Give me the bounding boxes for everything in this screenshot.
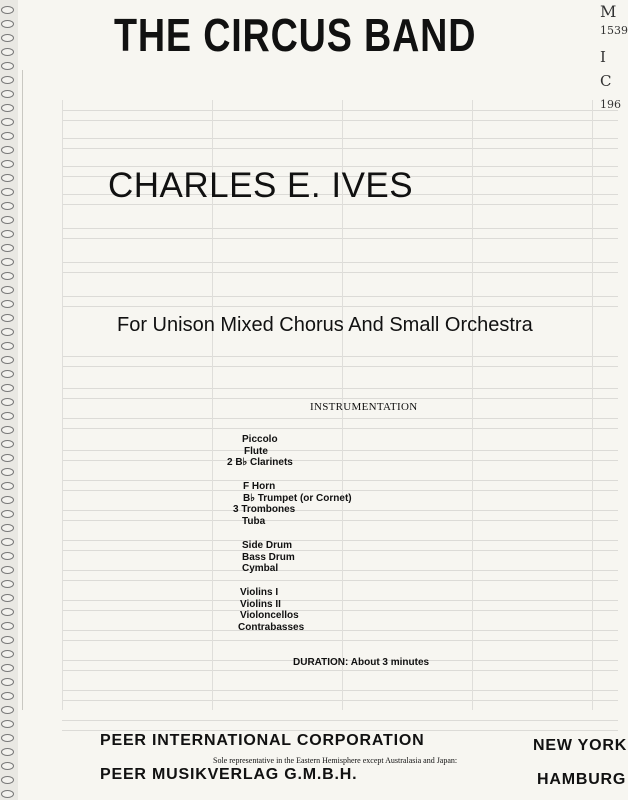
binding-ring <box>1 34 14 42</box>
percussion-group <box>242 540 295 575</box>
binding-ring <box>1 678 14 686</box>
publisher-city-secondary: HAMBURG <box>537 771 627 788</box>
subtitle: For Unison Mixed Chorus And Small Orchestra <box>117 314 533 336</box>
binding-ring <box>1 790 14 798</box>
binding-ring <box>1 328 14 336</box>
binding-ring <box>1 202 14 210</box>
binding-ring <box>1 20 14 28</box>
binding-ring <box>1 314 14 322</box>
margin-note: C <box>600 72 612 90</box>
binding-ring <box>1 356 14 364</box>
binding-ring <box>1 552 14 560</box>
binding-ring <box>1 384 14 392</box>
ghost-barline <box>62 100 63 710</box>
duration-text: DURATION: About 3 minutes <box>293 657 430 668</box>
binding-ring <box>1 482 14 490</box>
ghost-staff <box>62 720 618 731</box>
instrument-item: Contrabasses <box>238 621 305 633</box>
instrument-item: Violoncellos <box>240 610 299 621</box>
binding-ring <box>1 48 14 56</box>
binding-ring <box>1 6 14 14</box>
page-title: THE CIRCUS BAND <box>114 9 477 61</box>
binding-ring <box>1 496 14 504</box>
instrument-item: 2 B♭ Clarinets <box>227 457 293 468</box>
binding-ring <box>1 216 14 224</box>
handwritten-margin-notes <box>600 0 628 120</box>
binding-ring <box>1 524 14 532</box>
binding-ring <box>1 594 14 602</box>
ghost-staff <box>62 570 618 581</box>
instrument-item: F Horn <box>243 481 276 492</box>
instrument-item: Violins I <box>240 587 279 598</box>
binding-ring <box>1 272 14 280</box>
binding-ring <box>1 90 14 98</box>
strings-group <box>240 587 304 633</box>
woodwinds-group <box>227 434 293 469</box>
ghost-staff <box>62 690 618 701</box>
binding-ring <box>1 440 14 448</box>
representation-note: Sole representative in the Eastern Hemisphere except Australasia and Japan: <box>213 756 458 765</box>
binding-ring <box>1 510 14 518</box>
binding-ring <box>1 692 14 700</box>
binding-ring <box>1 650 14 658</box>
binding-ring <box>1 132 14 140</box>
instrumentation-heading: INSTRUMENTATION <box>310 401 418 413</box>
instrument-item: Violins II <box>240 598 281 610</box>
binding-ring <box>1 146 14 154</box>
binding-ring <box>1 398 14 406</box>
binding-ring <box>1 636 14 644</box>
ghost-staff <box>62 296 618 307</box>
instrument-item: Side Drum <box>242 540 293 551</box>
ghost-staff <box>62 450 618 461</box>
instrument-item: Flute <box>244 445 268 457</box>
brass-group <box>233 481 352 527</box>
ghost-staff <box>62 110 618 121</box>
binding-ring <box>1 426 14 434</box>
binding-ring <box>1 454 14 462</box>
binding-ring <box>1 468 14 476</box>
binding-ring <box>1 706 14 714</box>
binding-ring <box>1 76 14 84</box>
binding-ring <box>1 286 14 294</box>
binding-ring <box>1 538 14 546</box>
binding-ring <box>1 762 14 770</box>
ghost-staff <box>62 228 618 239</box>
instrument-item: Tuba <box>242 515 266 527</box>
binding-ring <box>1 118 14 126</box>
binding-ring <box>1 258 14 266</box>
ghost-staff <box>62 418 618 429</box>
ghost-barline <box>592 100 593 710</box>
ghost-staff <box>62 356 618 367</box>
instrument-item: Cymbal <box>242 563 279 574</box>
ghost-staff <box>62 630 618 641</box>
composer-name: CHARLES E. IVES <box>108 166 414 205</box>
binding-ring <box>1 188 14 196</box>
binding-ring <box>1 580 14 588</box>
binding-ring <box>1 104 14 112</box>
binding-ring <box>1 62 14 70</box>
margin-note: 196 <box>600 98 621 111</box>
binding-ring <box>1 230 14 238</box>
spiral-binding <box>0 0 18 800</box>
binding-ring <box>1 412 14 420</box>
publisher-city: NEW YORK <box>533 737 628 754</box>
publisher-name-secondary: PEER MUSIKVERLAG G.M.B.H. <box>100 766 358 783</box>
ghost-staff <box>62 262 618 273</box>
binding-ring <box>1 370 14 378</box>
ghost-staff <box>62 138 618 149</box>
ghost-barline <box>472 100 473 710</box>
binding-ring <box>1 342 14 350</box>
publisher-name: PEER INTERNATIONAL CORPORATION <box>100 732 425 749</box>
instrument-item: B♭ Trumpet (or Cornet) <box>243 492 352 504</box>
ghost-staff <box>62 600 618 611</box>
margin-note: I <box>600 48 606 66</box>
margin-note: M <box>600 2 617 21</box>
binding-ring <box>1 748 14 756</box>
binding-ring <box>1 664 14 672</box>
instrument-item: Bass Drum <box>242 551 295 563</box>
binding-ring <box>1 776 14 784</box>
binding-ring <box>1 244 14 252</box>
instrument-item: 3 Trombones <box>233 504 296 515</box>
page-edge-shadow <box>22 70 23 710</box>
binding-ring <box>1 720 14 728</box>
binding-ring <box>1 734 14 742</box>
binding-ring <box>1 566 14 574</box>
ghost-staff <box>62 388 618 399</box>
ghost-staff <box>62 540 618 551</box>
binding-ring <box>1 160 14 168</box>
binding-ring <box>1 174 14 182</box>
binding-ring <box>1 622 14 630</box>
margin-note: 1539 <box>600 24 628 37</box>
instrument-item: Piccolo <box>242 434 278 445</box>
binding-ring <box>1 608 14 616</box>
binding-ring <box>1 300 14 308</box>
